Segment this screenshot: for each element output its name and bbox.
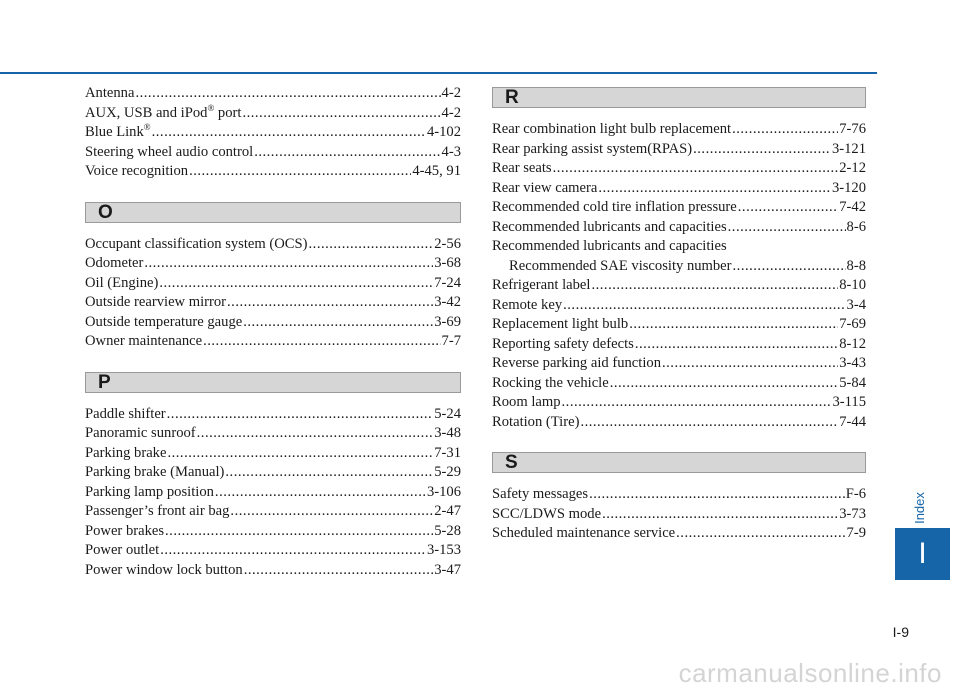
leader-dots (610, 374, 839, 394)
index-entry[interactable] (492, 505, 866, 525)
index-entry[interactable] (492, 485, 866, 505)
index-entry[interactable] (85, 483, 461, 503)
entry-label: Recommended lubricants and capacities (492, 238, 727, 254)
entry-page: 2-47 (434, 503, 461, 519)
entry-page: 4-45, 91 (412, 163, 461, 179)
section-header-r: R (492, 87, 866, 108)
entry-label: Reporting safety defects (492, 335, 634, 352)
entry-label: SCC/LDWS mode (492, 505, 602, 522)
entry-page: 5-28 (434, 522, 461, 539)
entry-page: 5-84 (839, 374, 866, 391)
leader-dots (309, 235, 434, 255)
entry-label: Rear view camera (492, 179, 598, 196)
entry-label: Scheduled maintenance service (492, 525, 676, 541)
page-number: I-9 (892, 624, 909, 640)
entry-label: Panoramic sunroof (85, 425, 196, 441)
entry-label: Safety messages (492, 486, 589, 502)
leader-dots (167, 444, 433, 464)
entry-label: Blue Link® (85, 122, 151, 140)
leader-dots (598, 179, 831, 199)
entry-label: Recommended lubricants and capacities (492, 218, 727, 235)
leader-dots (244, 561, 434, 581)
leader-dots (693, 140, 831, 160)
entry-page: 7-24 (434, 274, 461, 291)
entry-label: Refrigerant label (492, 277, 591, 293)
entry-page: 7-42 (839, 199, 866, 215)
registered-mark: ® (207, 102, 215, 113)
entry-page: 3-153 (426, 542, 461, 558)
section-o-entries (85, 235, 461, 352)
index-entry[interactable] (85, 293, 461, 313)
index-entry[interactable] (492, 335, 866, 355)
entry-page: 8-6 (846, 218, 866, 235)
entry-label: Power outlet (85, 542, 160, 558)
entry-page: 4-2 (441, 85, 461, 101)
entry-page: 7-9 (846, 525, 866, 541)
entry-label: Voice recognition (85, 163, 189, 179)
index-entry[interactable] (492, 179, 866, 199)
entry-page: 3-68 (434, 255, 461, 271)
entry-page: 3-120 (831, 179, 866, 196)
entry-page: 3-4 (846, 296, 866, 313)
entry-label: Antenna (85, 85, 135, 101)
watermark: carmanualsonline.info (678, 658, 942, 688)
leader-dots (152, 123, 426, 143)
entry-page: 4-102 (426, 124, 461, 140)
index-entry[interactable] (492, 159, 866, 179)
index-entry[interactable] (492, 140, 866, 160)
entry-label: Paddle shifter (85, 405, 166, 422)
index-entry[interactable] (85, 502, 461, 522)
entry-label: Rear parking assist system(RPAS) (492, 140, 693, 157)
leader-dots (591, 276, 838, 296)
index-entry[interactable] (85, 463, 461, 483)
entry-page: 3-121 (831, 140, 866, 157)
leader-dots (189, 162, 411, 182)
entry-label: AUX, USB and iPod® port (85, 102, 242, 121)
index-entry[interactable] (85, 104, 461, 124)
leader-dots (203, 332, 440, 352)
index-entry[interactable] (85, 405, 461, 425)
section-header-o: O (85, 202, 461, 223)
index-entry[interactable] (85, 84, 461, 104)
section-r-entries (492, 120, 866, 432)
entry-label: Rear seats (492, 160, 552, 176)
index-entry[interactable] (492, 120, 866, 140)
side-tab-letter[interactable]: I (895, 528, 950, 580)
leader-dots (135, 84, 440, 104)
index-entry[interactable] (492, 524, 866, 544)
entry-label: Power window lock button (85, 561, 243, 578)
leader-dots (662, 354, 838, 374)
leader-dots (733, 257, 846, 277)
entry-page: 5-29 (434, 464, 461, 480)
leader-dots (732, 120, 838, 140)
entry-label: Steering wheel audio control (85, 143, 254, 160)
entry-page: 3-73 (839, 505, 866, 522)
leader-dots (144, 254, 433, 274)
index-entry[interactable] (85, 254, 461, 274)
leader-dots (602, 505, 838, 525)
leader-dots (563, 296, 845, 316)
index-entry[interactable] (492, 315, 866, 335)
leader-dots (254, 143, 440, 163)
index-entry[interactable] (492, 354, 866, 374)
entry-label: Recommended SAE viscosity number (509, 257, 732, 274)
leader-dots (215, 483, 426, 503)
leader-dots (562, 393, 832, 413)
leader-dots (728, 218, 846, 238)
entry-label: Rear combination light bulb replacement (492, 121, 732, 137)
entry-label: Parking brake (Manual) (85, 464, 225, 480)
entry-label: Passenger’s front air bag (85, 503, 230, 519)
index-entry[interactable] (85, 162, 461, 182)
index-entry[interactable] (492, 276, 866, 296)
intro-entries (85, 84, 461, 182)
entry-label: Odometer (85, 255, 144, 271)
section-s-entries (492, 485, 866, 544)
section-p-entries (85, 405, 461, 581)
entry-page: 4-3 (441, 143, 461, 160)
entry-label: Remote key (492, 296, 563, 313)
leader-dots (243, 313, 433, 333)
entry-page: 8-10 (839, 277, 866, 293)
index-entry[interactable] (492, 374, 866, 394)
index-entry[interactable] (85, 274, 461, 294)
entry-page: 7-31 (434, 444, 461, 461)
section-header-s: S (492, 452, 866, 473)
entry-label: Occupant classification system (OCS) (85, 235, 308, 252)
entry-label: Power brakes (85, 522, 165, 539)
entry-page: 3-47 (434, 561, 461, 578)
entry-label: Parking lamp position (85, 483, 214, 500)
index-entry[interactable] (85, 541, 461, 561)
leader-dots (227, 293, 433, 313)
entry-label: Parking brake (85, 444, 167, 461)
leader-dots (167, 405, 434, 425)
leader-dots (159, 274, 433, 294)
index-entry[interactable] (492, 257, 866, 277)
index-entry[interactable] (492, 237, 866, 257)
entry-label: Outside rearview mirror (85, 294, 227, 310)
entry-page: 3-115 (832, 394, 866, 410)
leader-dots (230, 502, 433, 522)
index-entry[interactable] (85, 123, 461, 143)
leader-dots (738, 198, 838, 218)
index-entry[interactable] (492, 218, 866, 238)
entry-page: 7-44 (839, 413, 866, 430)
entry-page: 2-12 (839, 160, 866, 176)
entry-page: 7-7 (441, 333, 461, 349)
index-left-column (85, 84, 461, 580)
leader-dots (242, 104, 440, 124)
top-rule (0, 72, 877, 74)
leader-dots (160, 541, 426, 561)
index-entry[interactable] (492, 198, 866, 218)
index-entry[interactable] (85, 424, 461, 444)
entry-page: 3-69 (434, 313, 461, 330)
entry-label: Owner maintenance (85, 333, 203, 349)
leader-dots (553, 159, 839, 179)
entry-page: 7-69 (839, 316, 866, 332)
entry-label: Recommended cold tire inflation pressure (492, 199, 737, 215)
index-entry[interactable] (85, 522, 461, 542)
index-entry[interactable] (492, 413, 866, 433)
leader-dots (629, 315, 838, 335)
section-header-p: P (85, 372, 461, 393)
entry-label: Reverse parking aid function (492, 355, 661, 371)
registered-mark: ® (143, 122, 151, 133)
entry-page: 8-8 (846, 257, 866, 274)
entry-page: 8-12 (839, 335, 866, 352)
entry-label: Replacement light bulb (492, 316, 629, 332)
entry-page: 3-48 (434, 425, 461, 441)
leader-dots (589, 485, 845, 505)
entry-label: Rotation (Tire) (492, 413, 580, 430)
index-entry[interactable] (85, 313, 461, 333)
leader-dots (676, 524, 845, 544)
leader-dots (165, 522, 433, 542)
entry-label: Room lamp (492, 394, 561, 410)
entry-label: Outside temperature gauge (85, 313, 243, 330)
entry-page: 2-56 (434, 235, 461, 252)
entry-page: F-6 (845, 486, 866, 502)
index-entry[interactable] (85, 561, 461, 581)
entry-label: Oil (Engine) (85, 274, 159, 291)
index-right-column (492, 84, 866, 544)
entry-page: 5-24 (434, 405, 461, 422)
entry-page: 3-42 (434, 294, 461, 310)
leader-dots (225, 463, 433, 483)
entry-label: Rocking the vehicle (492, 374, 609, 391)
entry-page: 3-106 (426, 483, 461, 500)
side-tab-label: Index (912, 492, 927, 524)
entry-page: 7-76 (839, 121, 866, 137)
index-entry[interactable] (85, 332, 461, 352)
index-entry[interactable] (492, 393, 866, 413)
index-entry[interactable] (85, 235, 461, 255)
index-entry[interactable] (85, 143, 461, 163)
entry-page: 3-43 (839, 355, 866, 371)
leader-dots (197, 424, 434, 444)
index-entry[interactable] (85, 444, 461, 464)
index-entry[interactable] (492, 296, 866, 316)
leader-dots (580, 413, 838, 433)
entry-page: 4-2 (441, 104, 461, 121)
leader-dots (635, 335, 838, 355)
